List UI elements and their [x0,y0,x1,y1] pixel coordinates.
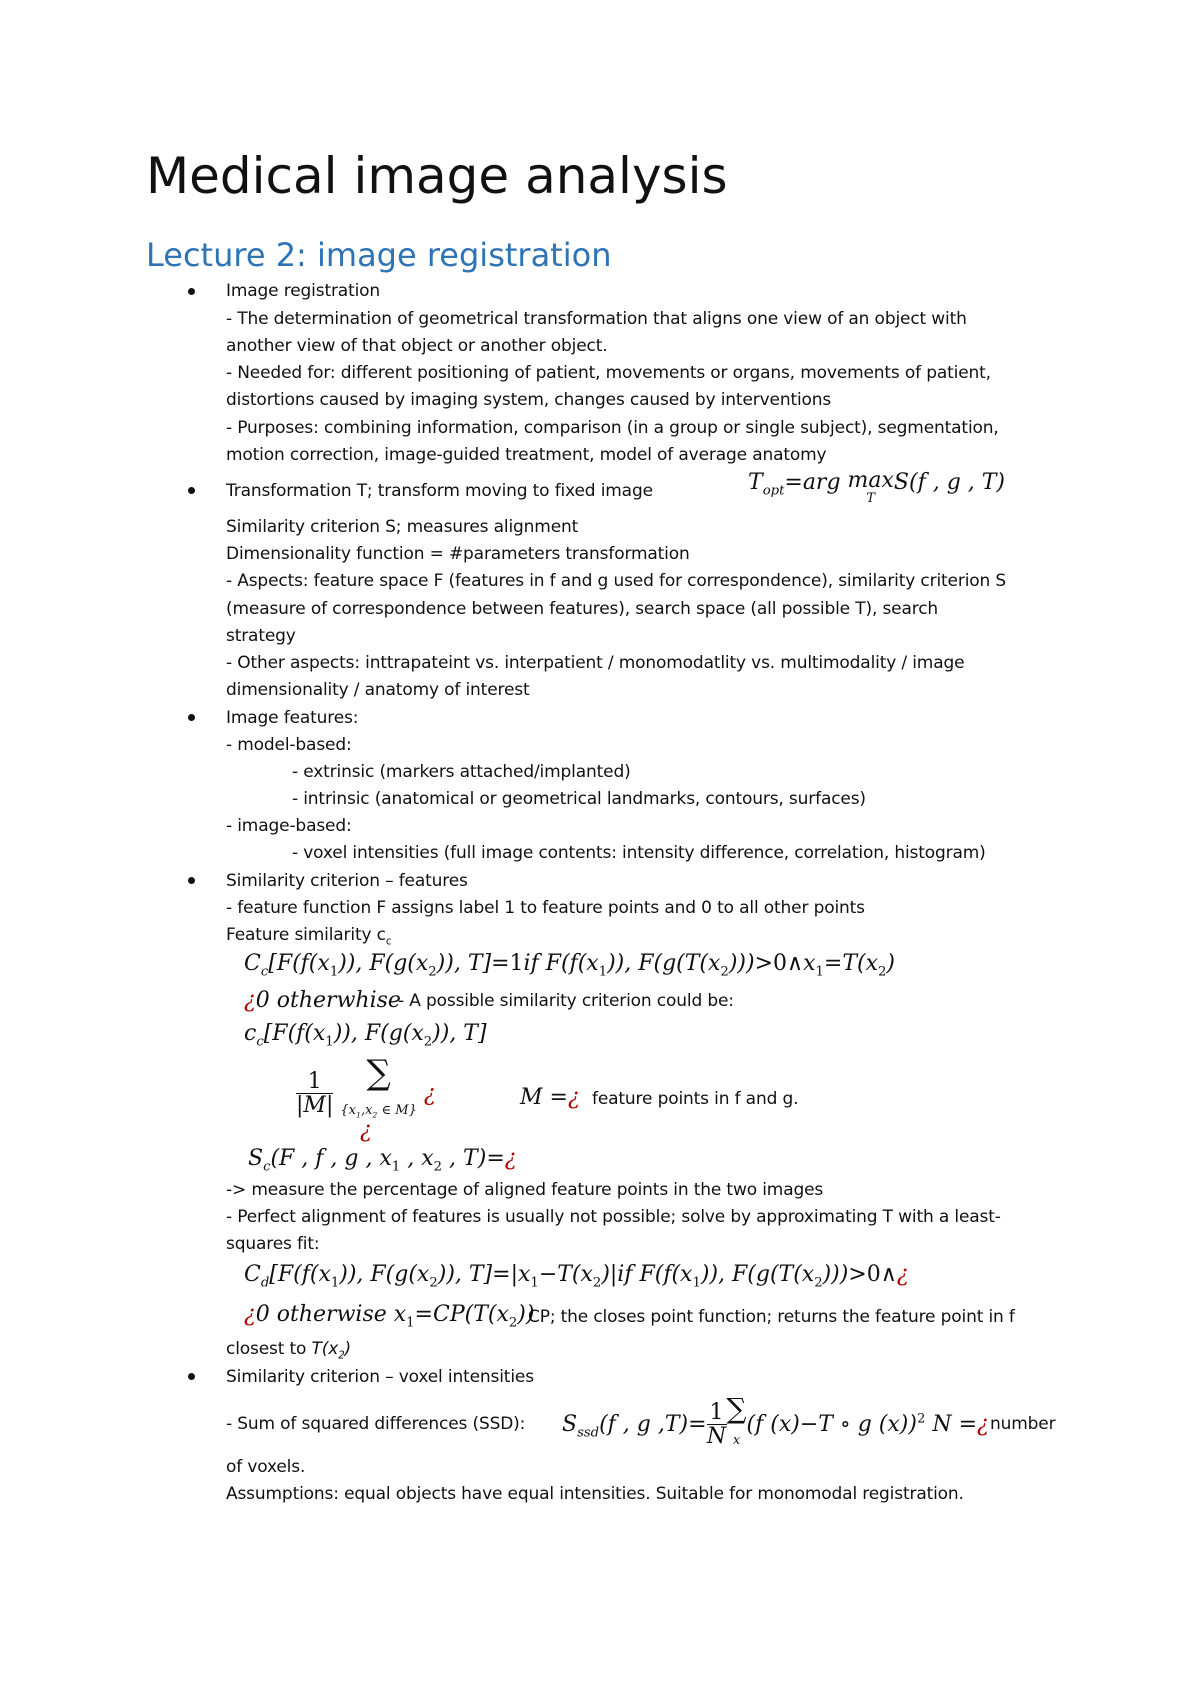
bullet-heading: Similarity criterion – features [226,871,468,891]
bullet-heading: Image registration [226,281,381,301]
bullet-heading: Image features: [226,708,359,728]
text-line: feature points in f and g. [592,1089,799,1109]
feature-similarity-formula: $C_c[F(f(x_1))$, $F(g(x_2))$, T]=1if $F(f(x_1))$, $F(g(T(x_2)))>0\wedge x_1=T(x_2)$ [244,951,896,980]
text-line: (measure of correspondence between features), search space (all possible T), search [226,599,939,619]
sc-formula: $S_c(F$ , f , g , $x_1$ , $x_2$ , T)=¿ [248,1146,517,1175]
text-line: of voxels. [226,1457,306,1477]
text-line: - intrinsic (anatomical or geometrical landmarks, contours, surfaces) [292,789,866,809]
text-line: - Purposes: combining information, comparison (in a group or single subject), segmentation, [226,418,999,438]
text-line: CP; the closes point function; returns the feature point in f [528,1307,1015,1327]
bullet-icon [188,487,195,494]
text-line: Similarity criterion S; measures alignment [226,517,579,537]
m-definition: M =¿ [520,1085,580,1110]
text-line: motion correction, image-guided treatment, model of average anatomy [226,445,827,465]
text-line: - model-based: [226,735,352,755]
least-squares-formula: $C_d[F(f(x_1))$, $F(g(x_2))$, $T]=|x_1-T(x_2)|if$ $F(f(x_1))$, $F(g(T(x_2)))>0\wedge¿$ [244,1262,909,1291]
text-line: - image-based: [226,816,352,836]
ssd-formula: $S_{ssd}(f$ , g ,T)= $\frac{1}{N}$ ∑ x(f (x)−T ∘ g (x))$^2$ N =¿ [562,1392,989,1449]
sum-formula: $\frac{1}{|M|}$ ∑ {$x_1,x_2$ ∈ M} ¿ [296,1053,436,1120]
similarity-criterion-formula: $c_c[F(f(x_1))$, $F(g(x_2))$, T] [244,1021,487,1050]
text-line: another view of that object or another object. [226,336,608,356]
text-line: - Needed for: different positioning of patient, movements or organs, movements of patient, [226,363,991,383]
text-line: Assumptions: equal objects have equal intensities. Suitable for monomodal registration. [226,1484,964,1504]
otherwise-clause: ¿0 otherwhise [244,988,401,1013]
text-line: - Sum of squared differences (SSD): [226,1414,526,1434]
text-line: strategy [226,626,296,646]
text-line: squares fit: [226,1234,320,1254]
text-line: distortions caused by imaging system, changes caused by interventions [226,390,832,410]
text-line: - voxel intensities (full image contents: intensity difference, correlation, histogram) [292,843,986,863]
text-line: - extrinsic (markers attached/implanted) [292,762,631,782]
text-line: - A possible similarity criterion could be: [398,991,734,1011]
placeholder-glyph: ¿ [360,1118,372,1143]
bullet-icon [188,877,195,884]
feature-similarity-label: Feature similarity $c_c$ [226,925,392,948]
text-line: number [990,1414,1056,1434]
text-line: Dimensionality function = #parameters transformation [226,544,690,564]
bullet-icon [188,1373,195,1380]
text-line: -> measure the percentage of aligned feature points in the two images [226,1180,824,1200]
text-line: closest to $T(x_2)$ [226,1339,352,1362]
bullet-heading: Transformation T; transform moving to fixed image [226,481,653,501]
bullet-heading: Similarity criterion – voxel intensities [226,1367,534,1387]
lecture-heading: Lecture 2: image registration [146,236,612,274]
text-line: - feature function F assigns label 1 to feature points and 0 to all other points [226,898,865,918]
text-line: - Other aspects: inttrapateint vs. interpatient / monomodatlity vs. multimodality / image [226,653,965,673]
page-title: Medical image analysis [146,147,728,205]
bullet-icon [188,714,195,721]
text-line: - Perfect alignment of features is usually not possible; solve by approximating T with a least- [226,1207,1001,1227]
optimal-transform-formula: $T_{opt}=arg$ max T S(f , g , T) [748,468,1006,506]
closest-point-formula: ¿0 otherwise $x_1=CP(T(x_2))$ [244,1302,535,1331]
text-line: - The determination of geometrical transformation that aligns one view of an object with [226,309,967,329]
text-line: - Aspects: feature space F (features in f and g used for correspondence), similarity criterion S [226,571,1007,591]
bullet-icon [188,288,195,295]
text-line: dimensionality / anatomy of interest [226,680,530,700]
